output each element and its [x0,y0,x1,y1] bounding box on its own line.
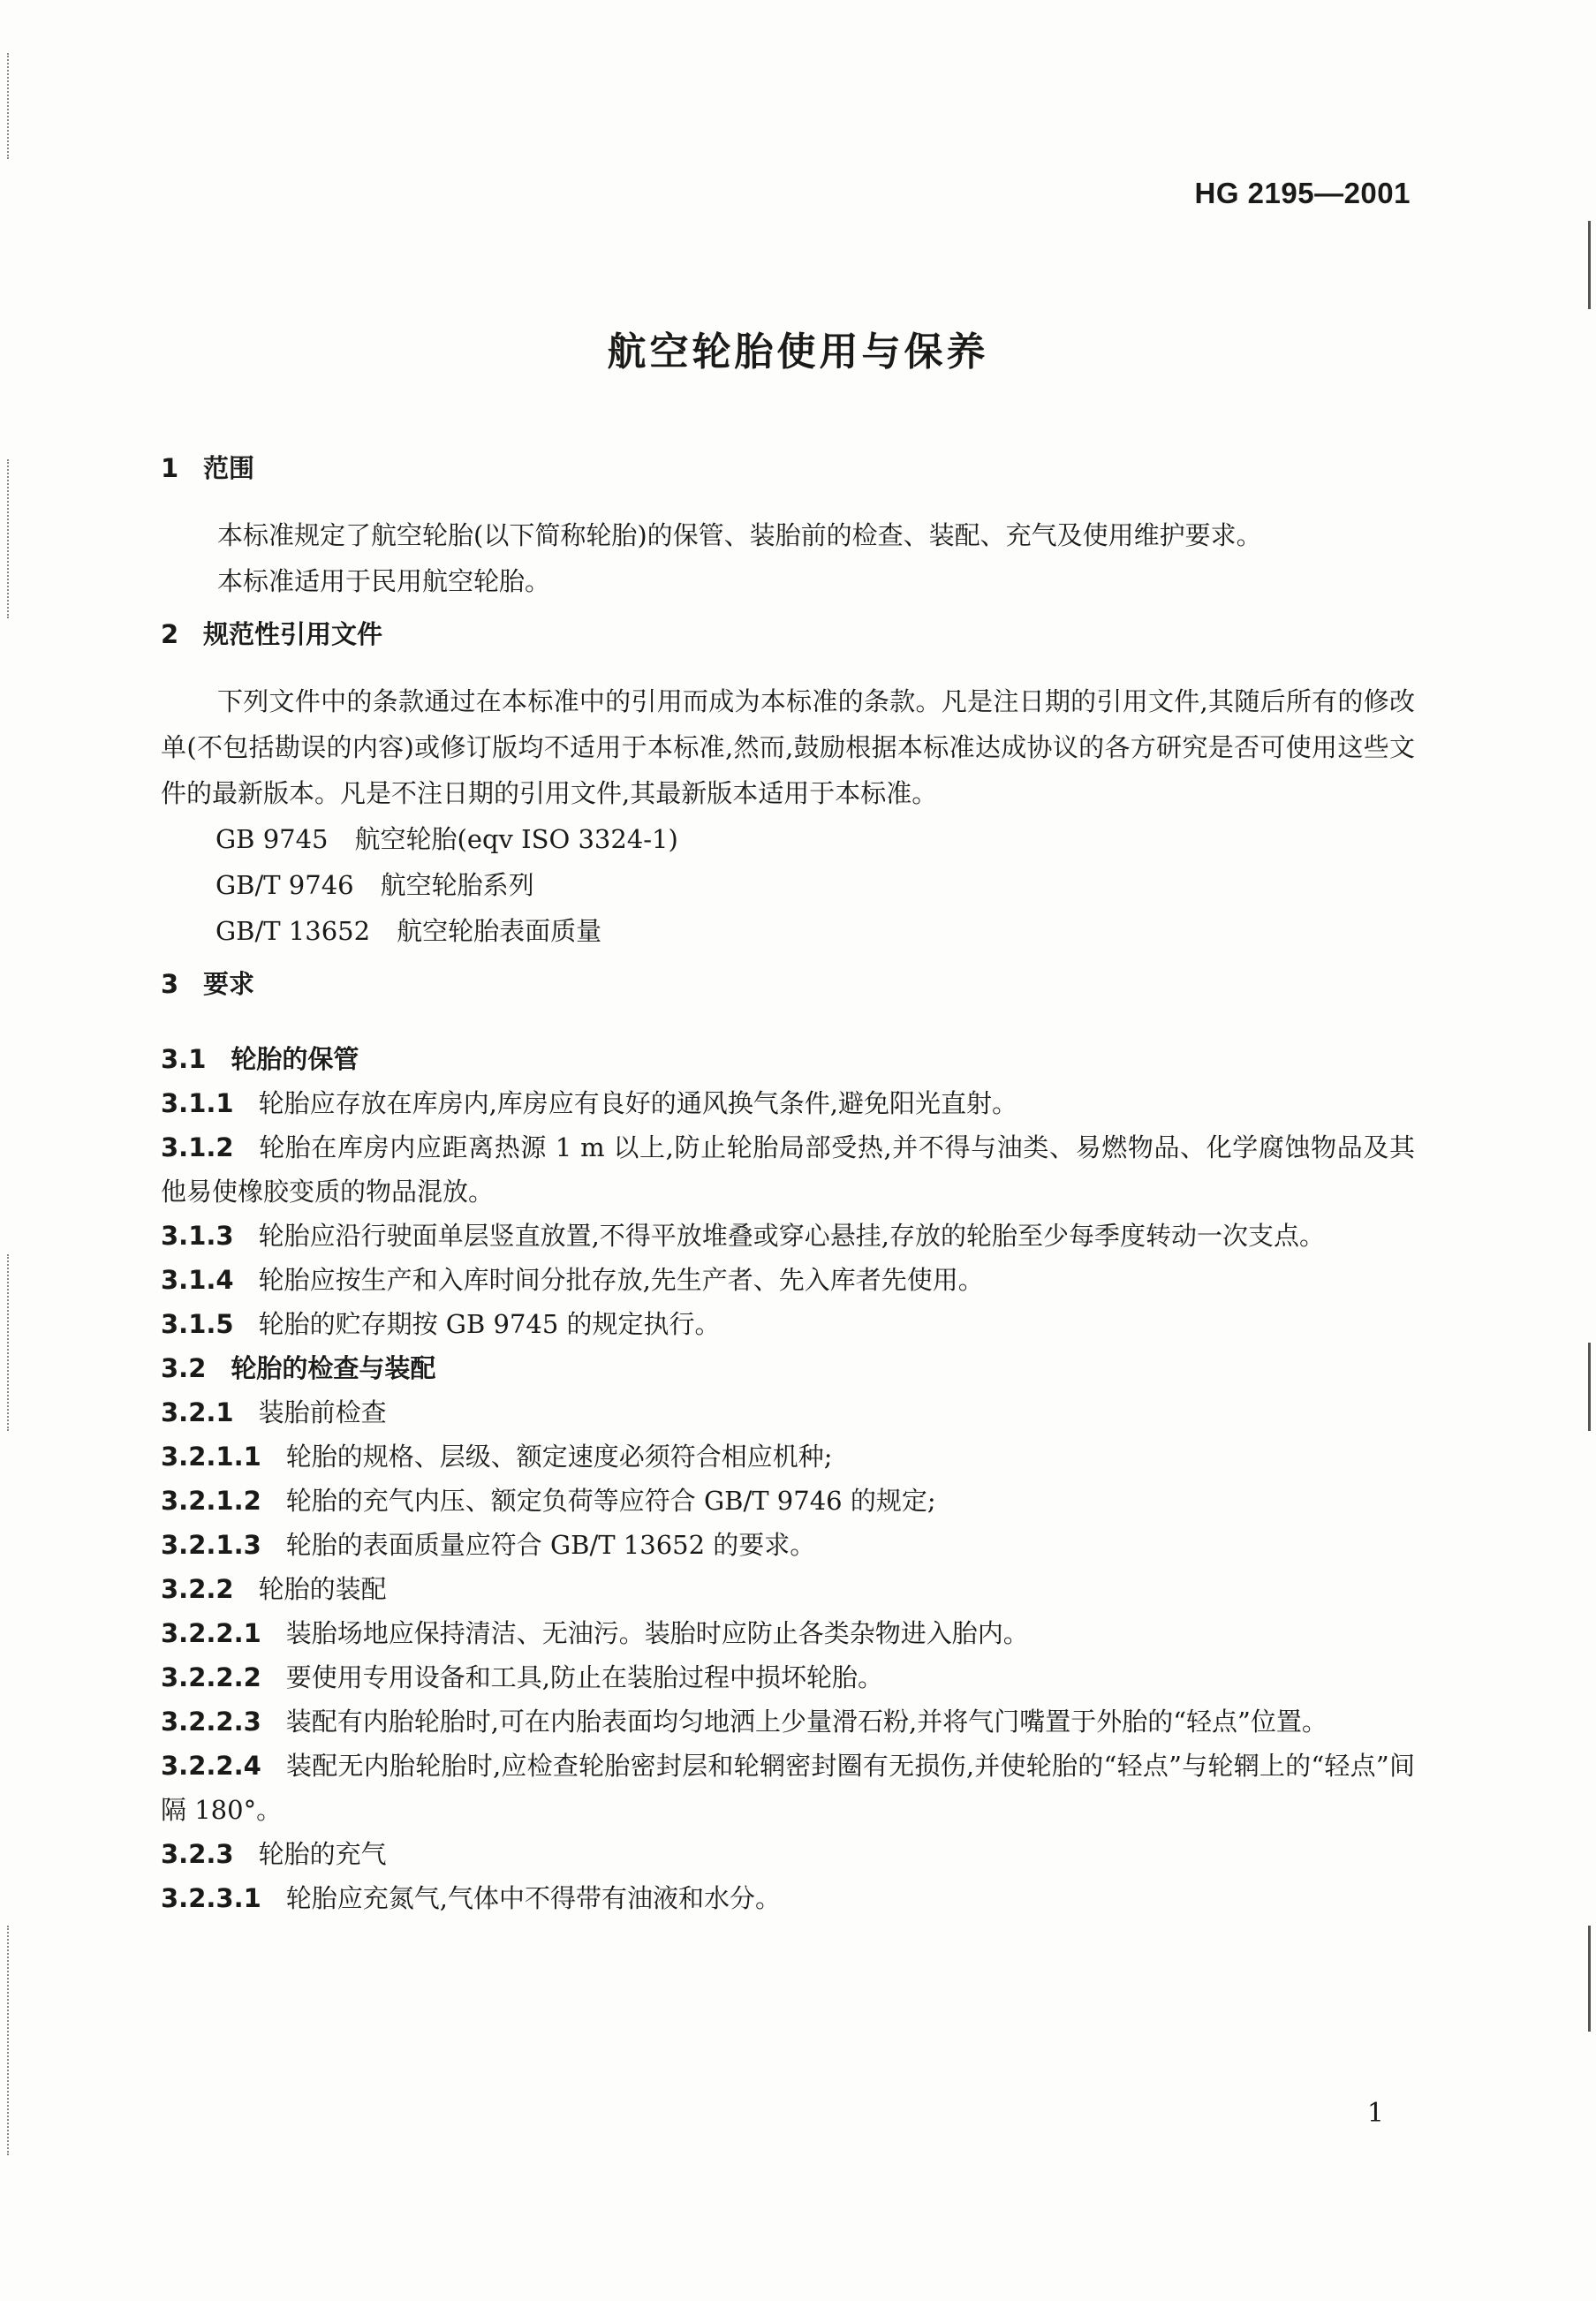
clause-number: 3.2.2.1 [161,1618,261,1648]
clause [161,1214,1415,1258]
section-heading-scope [161,450,1415,486]
clause-text: 轮胎的规格、层级、额定速度必须符合相应机种; [285,1442,833,1472]
clause-text: 轮胎应按生产和入库时间分批存放,先生产者、先入库者先使用。 [258,1265,984,1295]
section-title: 要求 [203,969,255,999]
clause-text: 装配无内胎轮胎时,应检查轮胎密封层和轮辋密封圈有无损伤,并使轮胎的“轻点”与轮辋上的“轻点”间隔 180°。 [161,1751,1415,1825]
clause-text: 轮胎的贮存期按 GB 9745 的规定执行。 [258,1309,721,1339]
binding-dots [7,1254,11,1431]
clause-text: 轮胎的充气 [258,1839,387,1869]
clause [161,1081,1415,1125]
scope-paragraph: 本标准规定了航空轮胎(以下简称轮胎)的保管、装胎前的检查、装配、充气及使用维护要求。 [217,520,1262,550]
clause-text: 轮胎应存放在库房内,库房应有良好的通风换气条件,避免阳光直射。 [258,1088,1018,1118]
clause-number: 3.1.4 [161,1265,234,1295]
section-heading-normative-references [161,617,1415,652]
clause-number: 3.1.2 [161,1132,234,1162]
standard-number: HG 2195—2001 [1194,177,1411,209]
clause-text: 轮胎应沿行驶面单层竖直放置,不得平放堆叠或穿心悬挂,存放的轮胎至少每季度转动一次支点。 [258,1221,1326,1251]
clause [161,1390,1415,1434]
clause [161,1302,1415,1346]
section-number: 2 [161,619,179,649]
page-number: 1 [1366,2098,1384,2129]
scan-edge-mark [1588,1926,1591,2032]
clause-text: 装胎前检查 [258,1397,387,1427]
document-body [161,450,1415,1920]
reference-title: 航空轮胎(eqv ISO 3324-1) [354,824,678,854]
scope-paragraph: 本标准适用于民用航空轮胎。 [217,566,551,596]
clause-text: 装胎场地应保持清洁、无油污。装胎时应防止各类杂物进入胎内。 [285,1618,1029,1648]
section-title: 范围 [203,453,255,483]
clause-text: 轮胎应充氮气,气体中不得带有油液和水分。 [285,1883,781,1913]
clause-text: 轮胎的检查与装配 [231,1353,436,1383]
clause-number: 3.2.1 [161,1397,234,1427]
clause-number: 3.1.3 [161,1221,234,1251]
clause-number: 3.2.1.2 [161,1486,261,1516]
clause [161,1699,1415,1744]
clause [161,1611,1415,1655]
clause-number: 3.1.5 [161,1309,234,1339]
clause-text: 装配有内胎轮胎时,可在内胎表面均匀地洒上少量滑石粉,并将气门嘴置于外胎的“轻点”位置。 [285,1707,1327,1737]
clause-text: 轮胎的保管 [231,1044,359,1074]
clause [161,1434,1415,1479]
clause-heading [161,1346,1415,1390]
clause-text: 轮胎的装配 [258,1574,387,1604]
clause-text: 轮胎的表面质量应符合 GB/T 13652 的要求。 [285,1530,816,1560]
section-number: 3 [161,969,179,999]
reference-item [161,816,1415,862]
document-title: 航空轮胎使用与保养 [607,329,989,375]
clause [161,1258,1415,1302]
scan-edge-mark [1588,1343,1591,1431]
clause-text: 要使用专用设备和工具,防止在装胎过程中损坏轮胎。 [285,1662,883,1692]
clause-number: 3.2 [161,1353,207,1383]
clause-text: 轮胎的充气内压、额定负荷等应符合 GB/T 9746 的规定; [285,1486,936,1516]
clause-number: 3.1 [161,1044,207,1074]
clause-number: 3.2.1.1 [161,1442,261,1472]
reference-item [161,908,1415,954]
scan-edge-mark [1588,221,1591,309]
reference-title: 航空轮胎系列 [380,870,534,900]
reference-title: 航空轮胎表面质量 [397,916,602,946]
clause-heading [161,1037,1415,1081]
clause [161,1125,1415,1214]
clause [161,1744,1415,1832]
binding-dots [7,53,11,159]
clause [161,1523,1415,1567]
clause-number: 3.2.2.4 [161,1751,261,1781]
section-number: 1 [161,453,179,483]
clause-number: 3.2.2.2 [161,1662,261,1692]
clause-number: 3.2.3 [161,1839,234,1869]
clause [161,1479,1415,1523]
clause [161,1567,1415,1611]
references-paragraph: 下列文件中的条款通过在本标准中的引用而成为本标准的条款。凡是注日期的引用文件,其随后所有的修改单(不包括勘误的内容)或修订版均不适用于本标准,然而,鼓励根据本标准达成协议的各方研究是否可使用这些文件的最新版本。凡是不注日期的引用文件,其最新版本适用于本标准。 [161,686,1415,808]
binding-dots [7,1926,11,2155]
reference-code: GB/T 13652 [216,916,371,946]
clause-number: 3.1.1 [161,1088,234,1118]
reference-code: GB 9745 [216,824,329,854]
clause-number: 3.2.2 [161,1574,234,1604]
reference-item [161,862,1415,908]
clause [161,1655,1415,1699]
clause [161,1832,1415,1876]
section-title: 规范性引用文件 [203,619,383,649]
binding-dots [7,459,11,618]
clause-number: 3.2.3.1 [161,1883,261,1913]
clause-number: 3.2.2.3 [161,1707,261,1737]
section-heading-requirements [161,966,1415,1002]
clause [161,1876,1415,1920]
clause-number: 3.2.1.3 [161,1530,261,1560]
clause-text: 轮胎在库房内应距离热源 1 m 以上,防止轮胎局部受热,并不得与油类、易燃物品、化学腐蚀物品及其他易使橡胶变质的物品混放。 [161,1132,1415,1207]
reference-code: GB/T 9746 [216,870,354,900]
